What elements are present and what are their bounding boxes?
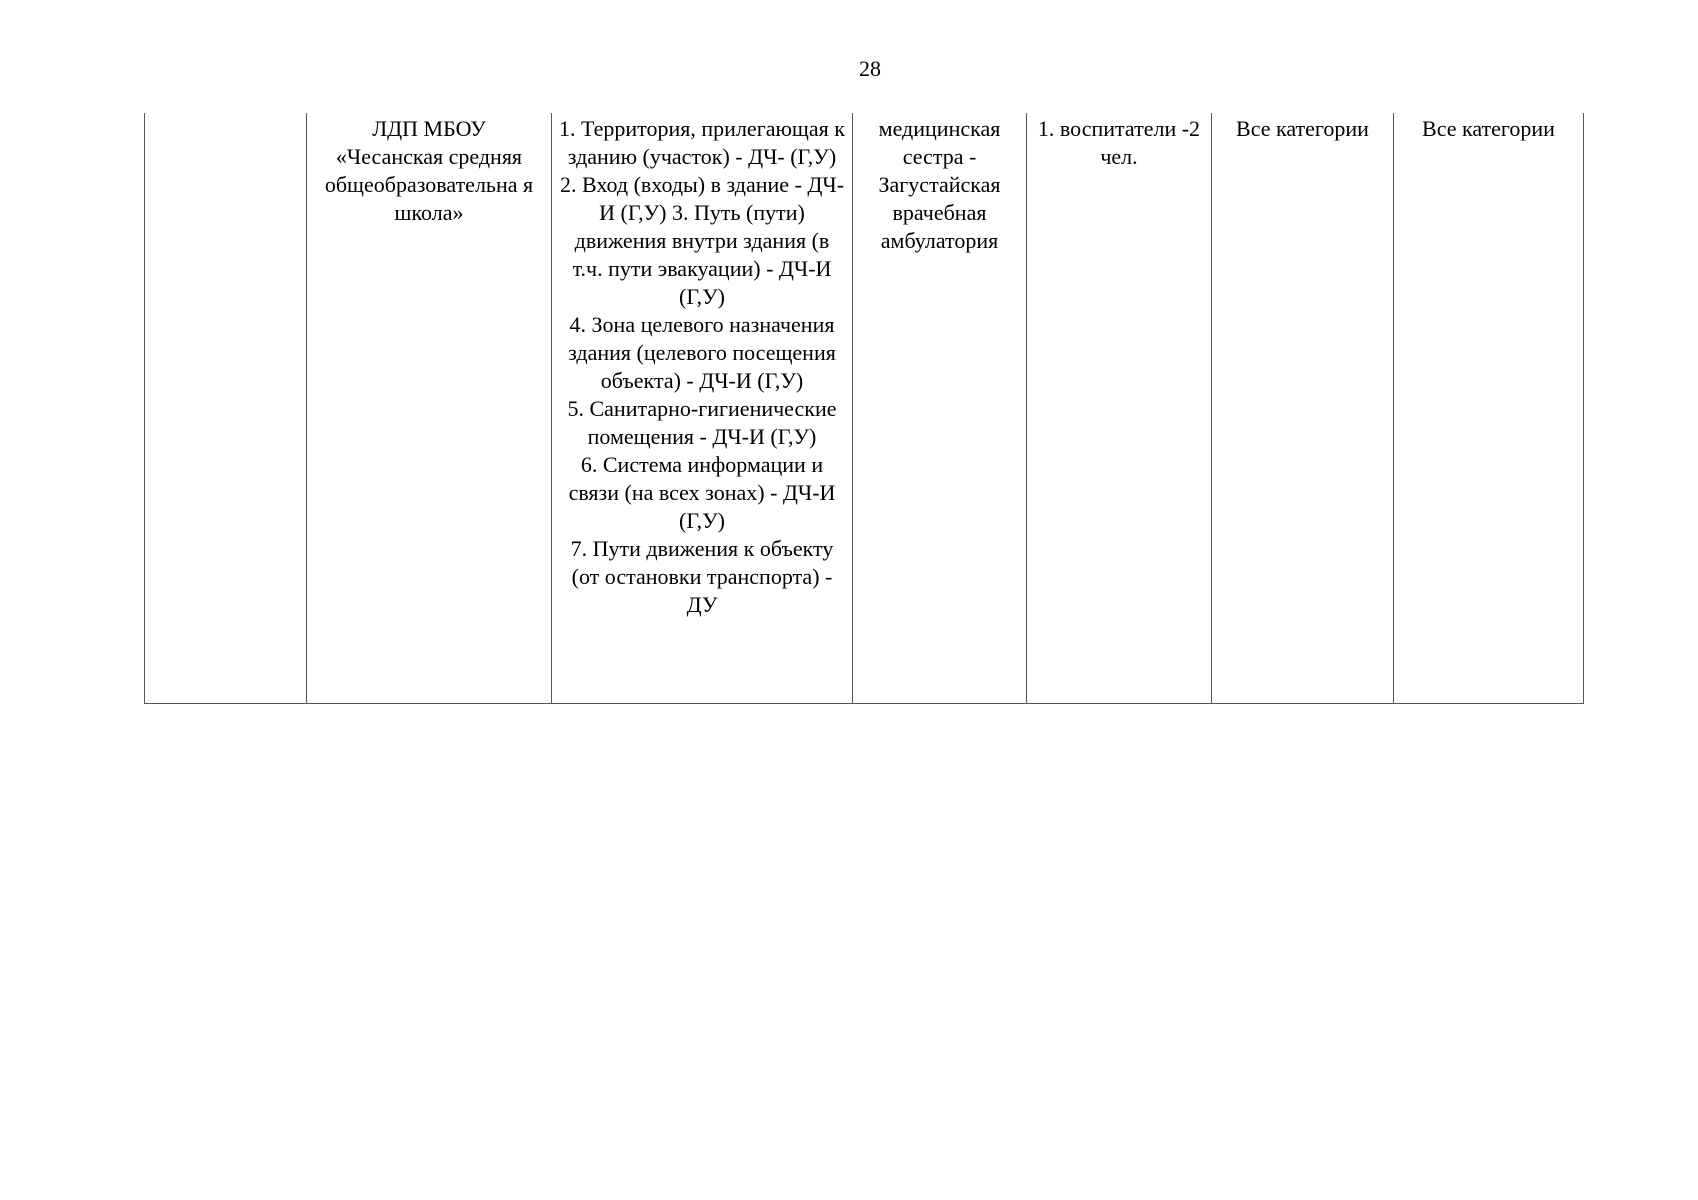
accessibility-table bbox=[144, 113, 1584, 704]
cell-categories-2: Все категории bbox=[1394, 113, 1584, 703]
table-row bbox=[145, 113, 1584, 703]
cell-zones: 1. Территория, прилегающая к зданию (участок) - ДЧ- (Г,У) 2. Вход (входы) в здание - ДЧ-И (Г,У) 3. Путь (пути) движения внутри здания (в т.ч. пути эвакуации) - ДЧ-И (Г,У) 4. Зона целевого назначения здания (целевого посещения объекта) - ДЧ-И (Г,У) 5. Санитарно-гигиенические помещения - ДЧ-И (Г,У) 6. Система информации и связи (на всех зонах) - ДЧ-И (Г,У) 7. Пути движения к объекту (от остановки транспорта) - ДУ bbox=[552, 113, 853, 703]
cell-staff: 1. воспитатели -2 чел. bbox=[1027, 113, 1212, 703]
cell-categories-1: Все категории bbox=[1212, 113, 1394, 703]
cell-number bbox=[145, 113, 307, 703]
cell-organization: ЛДП МБОУ «Чесанская средняя общеобразовательна я школа» bbox=[307, 113, 552, 703]
page-number: 28 bbox=[859, 56, 881, 81]
cell-medical: медицинская сестра - Загустайская врачебная амбулатория bbox=[853, 113, 1027, 703]
